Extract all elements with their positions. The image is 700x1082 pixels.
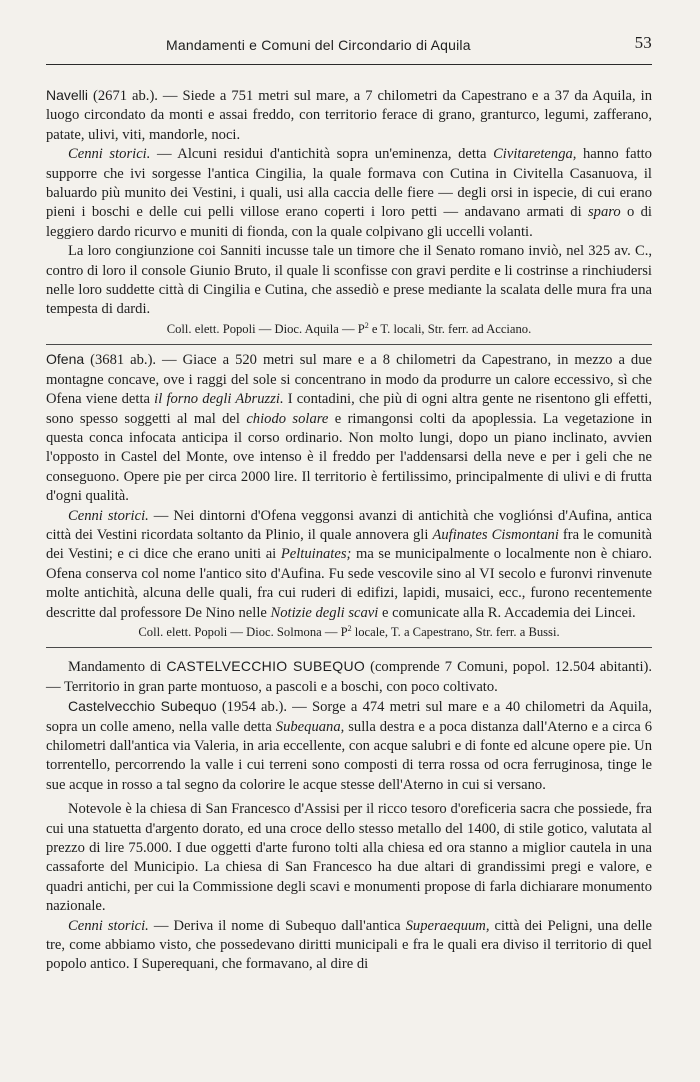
- cenni-storici-label: Cenni storici.: [68, 146, 151, 163]
- navelli-paragraph-3: La loro congiunzione coi Sanniti incusse tale un timore che il Senato romano inviò, nel 325 av. C., contro di loro il console Giunio Bruto, il quale li sconfisse con gravi perdite e li costrinse a rinchiudersi nelle loro suddette città di Cingilia e Cutina, che assediò e prese mediante la scalata delle mura fra una tempesta di dardi.: [46, 243, 652, 318]
- ofena-note: Coll. elett. Popoli — Dioc. Solmona — $P^2$ locale, T. a Capestrano, Str. ferr. a Bussi.: [46, 623, 652, 648]
- ofena-paragraph-1: Ofena (3681 ab.). — Giace a 520 metri sul mare e a 8 chilometri da Capestrano, in mezzo a due montagne concave, ove i raggi del sole si concentrano in modo da produrre un calore eccessivo, sì che Ofena viene detta il forno degli Abruzzi. I contadini, che più di ogni altra gente ne risentono gli effetti, sono spesso soggetti al mal del chiodo solare e rimangonsi colti da apoplessia. La vegetazione in questa conca infocata anticipa il corso ordinario. Non molto lungi, dopo un piano inclinato, avvien l'opposto in Castel del Monte, ove intenso è il freddo per l'addensarsi della neve e per i geli che ne conseguono. Opere pie per circa 2000 lire. Il territorio è fertilissimo, principalmente di ulivi e di frutta d'ogni qualità.: [46, 351, 652, 505]
- mandamento-heading: CASTELVECCHIO SUBEQUO: [166, 658, 366, 675]
- castelvecchio-heading: Castelvecchio Subequo: [68, 698, 217, 715]
- navelli-paragraph-2: Cenni storici. — Alcuni residui d'antichità sopra un'eminenza, detta Civitaretenga, hanno fatto supporre che ivi sorgesse l'antica Cingilia, la quale formava con Cutina in Civitella Casanuova, il baluardo più munito dei Vestini, i quali, usi alla caccia delle fiere — degli orsi in ispecie, di cui erano pieni i boschi e delle cui pelli villose erano coperti i loro petti — andavano armati di sparo o di leggiero dardo ricurvo e muniti di fionda, con la quale colpivano gli uccelli volanti.: [46, 146, 652, 240]
- navelli-note: Coll. elett. Popoli — Dioc. Aquila — $P^2$ e T. locali, Str. ferr. ad Acciano.: [46, 320, 652, 345]
- page-body: [46, 86, 652, 975]
- page-number: 53: [634, 33, 652, 52]
- mandamento-paragraph: Mandamento di CASTELVECCHIO SUBEQUO (comprende 7 Comuni, popol. 12.504 abitanti). — Territorio in gran parte montuoso, a pascoli e a boschi, con poco coltivato.: [46, 658, 653, 695]
- cenni-storici-label: Cenni storici.: [68, 917, 149, 934]
- castelvecchio-paragraph-1: Castelvecchio Subequo (1954 ab.). — Sorge a 474 metri sul mare e a 40 chilometri da Aquila, sopra un colle ameno, nella valle detta Subequana, sulla destra e a poca distanza dall'Aterno e a circa 6 chilometri dall'antica via Valeria, in aria eccellente, con acque salubri e di fonte ed alcune opere pie. Un torrentello, percorrendo la valle i cui terreni sono composti di terra rossa od ocra ferruginosa, tinge le sue acque in rosso a tal segno da colorire le acque stesse dell'Aterno in cui si versano.: [46, 698, 652, 793]
- castelvecchio-paragraph-2: Notevole è la chiesa di San Francesco d'Assisi per il ricco tesoro d'oreficeria sacra che possiede, fra cui una statuetta d'argento dorato, ed una croce dello stesso metallo del 1400, di stile gotico, valutata al prezzo di lire 75.000. I due oggetti d'arte furono tolti alla chiesa ed ora stanno a miglior cautela in una cassaforte del Municipio. La chiesa di San Francesco ha due altari di grandissimi pregi e valore, e quadri antichi, per cui la Commissione degli scavi e monumenti propose di farla dichiarare monumento nazionale.: [46, 801, 652, 915]
- cenni-storici-label: Cenni storici.: [68, 507, 149, 524]
- navelli-paragraph-1: Navelli (2671 ab.). — Siede a 751 metri sul mare, a 7 chilometri da Capestrano e a 37 da Aquila, in luogo circondato da monti e assai freddo, con territorio ferace di grano, granturco, legumi, zafferano, patate, ulivi, viti, mandorle, noci.: [46, 87, 652, 143]
- ofena-heading: Ofena: [46, 351, 85, 368]
- running-head-title: Mandamenti e Comuni del Circondario di Aquila: [166, 37, 471, 53]
- navelli-heading: Navelli: [46, 87, 89, 103]
- running-head: [46, 30, 652, 65]
- castelvecchio-paragraph-3: Cenni storici. — Deriva il nome di Subequo dall'antica Superaequum, città dei Peligni, una delle tre, come abbiamo visto, che possedevano diritti municipali e fra le quali era diviso il territorio di quel popolo antico. I Superequani, che formavano, al dire di: [46, 917, 652, 973]
- ofena-paragraph-2: Cenni storici. — Nei dintorni d'Ofena veggonsi avanzi di antichità che vogliónsi d'Aufina, antica città dei Vestini ricordata soltanto da Plinio, il quale annovera gli Aufinates Cismontani fra le comunità dei Vestini; e ci dice che erano uniti ai Peltuinates; ma se municipalmente o localmente non è chiaro. Ofena conserva col nome l'antico sito d'Aufina. Fu sede vescovile sino al VI secolo e furonvi rinvenute molte antichità, alcuna delle quali, fra cui ruderi di edifizi, lapidi, musaici, ecc., furono recentemente descritte dal professore De Nino nelle Notizie degli scavi e comunicate alla R. Accademia dei Lincei.: [46, 507, 652, 621]
